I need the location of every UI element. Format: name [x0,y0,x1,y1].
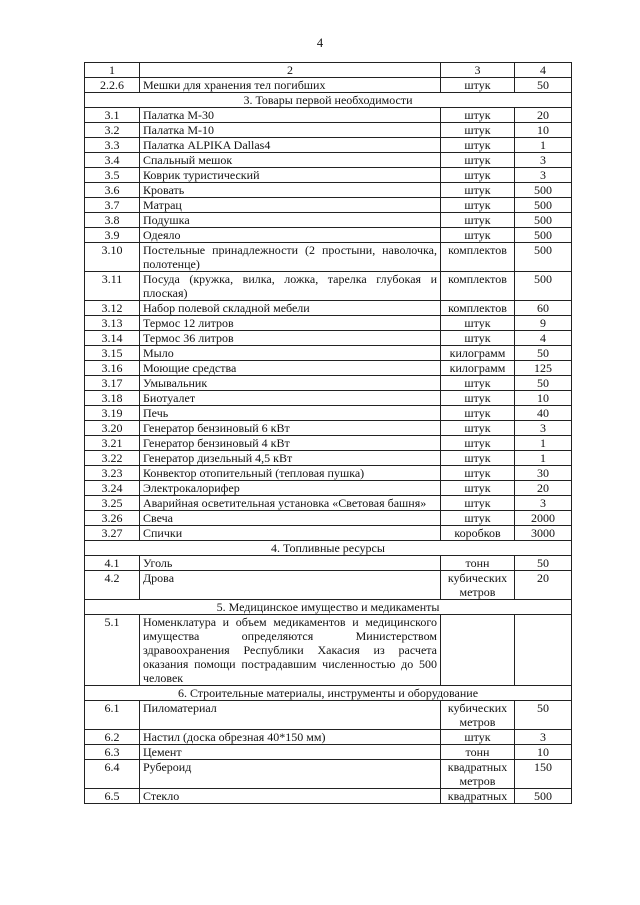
section-header-row [85,93,572,108]
table-row [85,198,572,213]
item-number: 3.27 [85,526,140,541]
item-unit: квадратных [441,789,515,804]
item-quantity [515,615,572,686]
item-unit: штук [441,198,515,213]
item-number: 3.2 [85,123,140,138]
item-quantity: 500 [515,228,572,243]
item-unit: комплектов [441,272,515,301]
item-unit: комплектов [441,301,515,316]
section-header-row [85,541,572,556]
item-number: 3.20 [85,421,140,436]
item-name: Посуда (кружка, вилка, ложка, тарелка глубокая и плоская) [140,272,441,301]
item-number: 3.14 [85,331,140,346]
item-number: 3.18 [85,391,140,406]
item-unit: штук [441,123,515,138]
item-quantity: 60 [515,301,572,316]
item-number: 3.11 [85,272,140,301]
item-unit: штук [441,406,515,421]
item-unit: кубических метров [441,571,515,600]
table-row [85,406,572,421]
item-quantity: 50 [515,78,572,93]
item-number: 3.9 [85,228,140,243]
table-row [85,168,572,183]
header-col-3: 3 [441,63,515,78]
item-name: Дрова [140,571,441,600]
item-unit: штук [441,213,515,228]
table-row [85,730,572,745]
item-number: 3.7 [85,198,140,213]
item-number: 3.15 [85,346,140,361]
table-row [85,228,572,243]
item-unit: штук [441,391,515,406]
table-row [85,496,572,511]
item-number: 3.1 [85,108,140,123]
item-name: Генератор бензиновый 6 кВт [140,421,441,436]
item-quantity: 1 [515,451,572,466]
item-number: 3.8 [85,213,140,228]
item-name: Пиломатериал [140,701,441,730]
item-number: 3.4 [85,153,140,168]
item-name: Моющие средства [140,361,441,376]
item-name: Стекло [140,789,441,804]
item-name: Набор полевой складной мебели [140,301,441,316]
table-row [85,421,572,436]
item-number: 3.19 [85,406,140,421]
item-quantity: 3 [515,730,572,745]
table-row [85,243,572,272]
header-col-2: 2 [140,63,441,78]
table-row [85,481,572,496]
table-row [85,138,572,153]
table-row [85,789,572,804]
item-name: Спальный мешок [140,153,441,168]
section-title: 3. Товары первой необходимости [85,93,572,108]
section-header-row [85,686,572,701]
item-number: 3.21 [85,436,140,451]
item-name: Подушка [140,213,441,228]
table-row [85,331,572,346]
table-row [85,745,572,760]
item-name: Электрокалорифер [140,481,441,496]
section-header-row [85,600,572,615]
item-number: 3.25 [85,496,140,511]
item-name: Термос 36 литров [140,331,441,346]
item-unit: тонн [441,745,515,760]
supplies-table-body [85,63,572,804]
item-unit: штук [441,436,515,451]
table-row [85,451,572,466]
table-row [85,615,572,686]
item-unit: штук [441,730,515,745]
item-name: Печь [140,406,441,421]
item-number: 6.3 [85,745,140,760]
section-title: 6. Строительные материалы, инструменты и оборудование [85,686,572,701]
item-name: Кровать [140,183,441,198]
item-number: 3.24 [85,481,140,496]
item-unit: штук [441,138,515,153]
item-quantity: 500 [515,789,572,804]
item-number: 4.1 [85,556,140,571]
item-quantity: 20 [515,571,572,600]
item-name: Спички [140,526,441,541]
item-quantity: 500 [515,213,572,228]
item-quantity: 500 [515,198,572,213]
table-row [85,526,572,541]
item-unit: квадратных метров [441,760,515,789]
table-row [85,316,572,331]
item-name: Уголь [140,556,441,571]
item-quantity: 1 [515,436,572,451]
item-number: 5.1 [85,615,140,686]
table-row [85,701,572,730]
item-quantity: 4 [515,331,572,346]
table-row [85,213,572,228]
item-quantity: 3 [515,421,572,436]
item-quantity: 500 [515,272,572,301]
item-name: Генератор дизельный 4,5 кВт [140,451,441,466]
item-quantity: 150 [515,760,572,789]
item-unit: штук [441,183,515,198]
table-row [85,78,572,93]
table-row [85,123,572,138]
item-quantity: 50 [515,376,572,391]
item-number: 3.5 [85,168,140,183]
table-header-row [85,63,572,78]
item-unit: коробков [441,526,515,541]
item-name: Генератор бензиновый 4 кВт [140,436,441,451]
table-row [85,391,572,406]
item-unit: штук [441,496,515,511]
item-name: Матрац [140,198,441,213]
table-row [85,511,572,526]
item-unit: штук [441,228,515,243]
item-unit [441,615,515,686]
item-quantity: 1 [515,138,572,153]
table-row [85,361,572,376]
item-quantity: 3000 [515,526,572,541]
item-number: 6.2 [85,730,140,745]
item-quantity: 50 [515,346,572,361]
item-number: 3.16 [85,361,140,376]
item-number: 2.2.6 [85,78,140,93]
item-number: 6.4 [85,760,140,789]
item-number: 6.1 [85,701,140,730]
item-quantity: 30 [515,466,572,481]
item-quantity: 2000 [515,511,572,526]
item-quantity: 3 [515,168,572,183]
supplies-table [84,62,572,804]
item-name: Термос 12 литров [140,316,441,331]
item-number: 3.12 [85,301,140,316]
item-number: 4.2 [85,571,140,600]
item-unit: штук [441,511,515,526]
table-row [85,108,572,123]
item-number: 3.6 [85,183,140,198]
item-unit: кубических метров [441,701,515,730]
item-quantity: 10 [515,123,572,138]
item-unit: штук [441,421,515,436]
table-row [85,436,572,451]
table-row [85,346,572,361]
table-row [85,301,572,316]
item-unit: штук [441,331,515,346]
item-quantity: 50 [515,701,572,730]
item-number: 3.26 [85,511,140,526]
table-row [85,272,572,301]
section-title: 4. Топливные ресурсы [85,541,572,556]
table-row [85,760,572,789]
item-unit: комплектов [441,243,515,272]
header-col-1: 1 [85,63,140,78]
table-row [85,376,572,391]
header-col-4: 4 [515,63,572,78]
item-quantity: 20 [515,481,572,496]
item-quantity: 10 [515,745,572,760]
item-number: 3.23 [85,466,140,481]
item-name: Цемент [140,745,441,760]
table-row [85,466,572,481]
item-name: Палатка ALPIKA Dallas4 [140,138,441,153]
item-quantity: 3 [515,496,572,511]
item-name: Мыло [140,346,441,361]
section-title: 5. Медицинское имущество и медикаменты [85,600,572,615]
item-quantity: 9 [515,316,572,331]
item-name: Палатка М-10 [140,123,441,138]
item-name: Коврик туристический [140,168,441,183]
table-row [85,153,572,168]
item-unit: штук [441,316,515,331]
item-number: 3.13 [85,316,140,331]
item-quantity: 500 [515,183,572,198]
item-number: 3.22 [85,451,140,466]
item-name: Умывальник [140,376,441,391]
item-quantity: 125 [515,361,572,376]
item-name: Одеяло [140,228,441,243]
item-name: Настил (доска обрезная 40*150 мм) [140,730,441,745]
item-unit: штук [441,78,515,93]
item-quantity: 10 [515,391,572,406]
item-number: 3.17 [85,376,140,391]
item-quantity: 20 [515,108,572,123]
item-unit: штук [441,451,515,466]
item-unit: штук [441,153,515,168]
item-quantity: 500 [515,243,572,272]
item-name: Биотуалет [140,391,441,406]
item-name: Аварийная осветительная установка «Световая башня» [140,496,441,511]
page-number: 4 [316,36,324,50]
item-unit: тонн [441,556,515,571]
item-unit: штук [441,466,515,481]
item-name: Постельные принадлежности (2 простыни, наволочка, полотенце) [140,243,441,272]
item-number: 6.5 [85,789,140,804]
item-unit: штук [441,481,515,496]
item-name: Палатка М-30 [140,108,441,123]
table-row [85,571,572,600]
item-name: Мешки для хранения тел погибших [140,78,441,93]
item-number: 3.10 [85,243,140,272]
item-name: Конвектор отопительный (тепловая пушка) [140,466,441,481]
item-unit: килограмм [441,346,515,361]
item-quantity: 3 [515,153,572,168]
item-unit: штук [441,376,515,391]
table-row [85,556,572,571]
item-unit: штук [441,168,515,183]
item-quantity: 50 [515,556,572,571]
table-row [85,183,572,198]
item-unit: килограмм [441,361,515,376]
item-name: Свеча [140,511,441,526]
item-unit: штук [441,108,515,123]
item-name: Рубероид [140,760,441,789]
item-number: 3.3 [85,138,140,153]
item-quantity: 40 [515,406,572,421]
item-name: Номенклатура и объем медикаментов и медицинского имущества определяются Министерством здравоохранения Республики Хакасия из расчета оказания помощи пострадавшим численностью до 500 человек [140,615,441,686]
